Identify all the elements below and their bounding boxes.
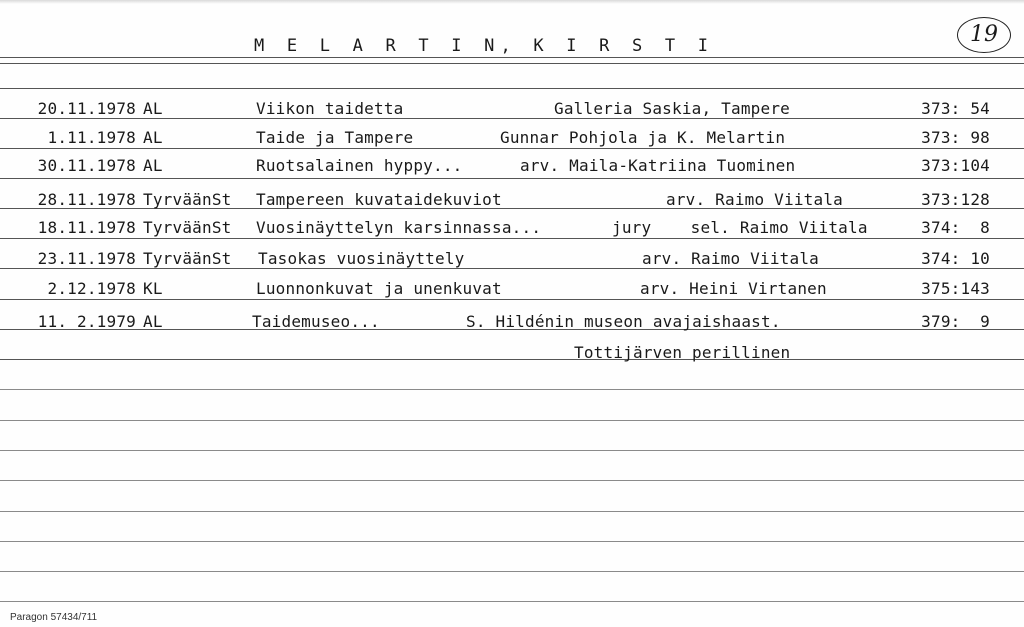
rule-line <box>0 450 1024 451</box>
entry-date: 23.11.1978 <box>37 249 136 268</box>
rule-line <box>0 268 1024 269</box>
entry-note: arv. Raimo Viitala <box>642 249 819 268</box>
entry-date: 28.11.1978 <box>37 190 136 209</box>
entry-date: 1.11.1978 <box>47 128 136 147</box>
entry-date: 11. 2.1979 <box>37 312 136 331</box>
card-number: 19 <box>957 17 1011 53</box>
entry-ref: 373: 98 <box>921 128 990 147</box>
entry-date: 18.11.1978 <box>37 218 136 237</box>
rule-line <box>0 148 1024 149</box>
entry-source: TyrväänSt <box>143 190 232 209</box>
entry-title: Ruotsalainen hyppy... <box>256 156 463 175</box>
rule-line <box>0 299 1024 300</box>
entry-note: arv. Maila-Katriina Tuominen <box>520 156 796 175</box>
entry-date: 20.11.1978 <box>37 99 136 118</box>
card-footer: Paragon 57434/711 <box>10 612 98 623</box>
rule-line <box>0 571 1024 572</box>
rule-line <box>0 420 1024 421</box>
entry-note: arv. Raimo Viitala <box>666 190 843 209</box>
entry-ref: 373: 54 <box>921 99 990 118</box>
entry-ref: 375:143 <box>921 279 990 298</box>
entry-title: Tasokas vuosinäyttely <box>258 249 465 268</box>
entry-source: TyrväänSt <box>143 249 232 268</box>
entry-title: Taidemuseo... <box>252 312 380 331</box>
entry-note: arv. Heini Virtanen <box>640 279 827 298</box>
entry-source: KL <box>143 279 163 298</box>
entry-ref: 374: 8 <box>921 218 990 237</box>
continuation-note: Tottijärven perillinen <box>574 343 791 362</box>
entry-source: AL <box>143 99 163 118</box>
rule-line <box>0 601 1024 602</box>
rule-line <box>0 178 1024 179</box>
entry-title: Vuosinäyttelyn karsinnassa... <box>256 218 542 237</box>
entry-ref: 374: 10 <box>921 249 990 268</box>
entry-title: Viikon taidetta <box>256 99 404 118</box>
rule-line <box>0 389 1024 390</box>
entry-title: Luonnonkuvat ja unenkuvat <box>256 279 502 298</box>
entry-source: AL <box>143 156 163 175</box>
entry-source: AL <box>143 312 163 331</box>
entry-source: AL <box>143 128 163 147</box>
rule-line <box>0 57 1024 58</box>
entry-source: TyrväänSt <box>143 218 232 237</box>
rule-line <box>0 118 1024 119</box>
entry-note: Galleria Saskia, Tampere <box>554 99 790 118</box>
rule-line <box>0 511 1024 512</box>
entry-ref: 379: 9 <box>921 312 990 331</box>
entry-note: S. Hildénin museon avajaishaast. <box>466 312 781 331</box>
entry-ref: 373:128 <box>921 190 990 209</box>
entry-note: jury sel. Raimo Viitala <box>612 218 868 237</box>
rule-line <box>0 541 1024 542</box>
card-top-edge <box>0 0 1024 4</box>
rule-line <box>0 238 1024 239</box>
entry-title: Tampereen kuvataidekuviot <box>256 190 502 209</box>
card-title: M E L A R T I N, K I R S T I <box>254 36 715 56</box>
entry-ref: 373:104 <box>921 156 990 175</box>
entry-title: Taide ja Tampere <box>256 128 414 147</box>
rule-line <box>0 88 1024 89</box>
rule-line <box>0 63 1024 64</box>
entry-date: 2.12.1978 <box>47 279 136 298</box>
rule-line <box>0 359 1024 360</box>
entry-date: 30.11.1978 <box>37 156 136 175</box>
entry-note: Gunnar Pohjola ja K. Melartin <box>500 128 786 147</box>
rule-line <box>0 480 1024 481</box>
